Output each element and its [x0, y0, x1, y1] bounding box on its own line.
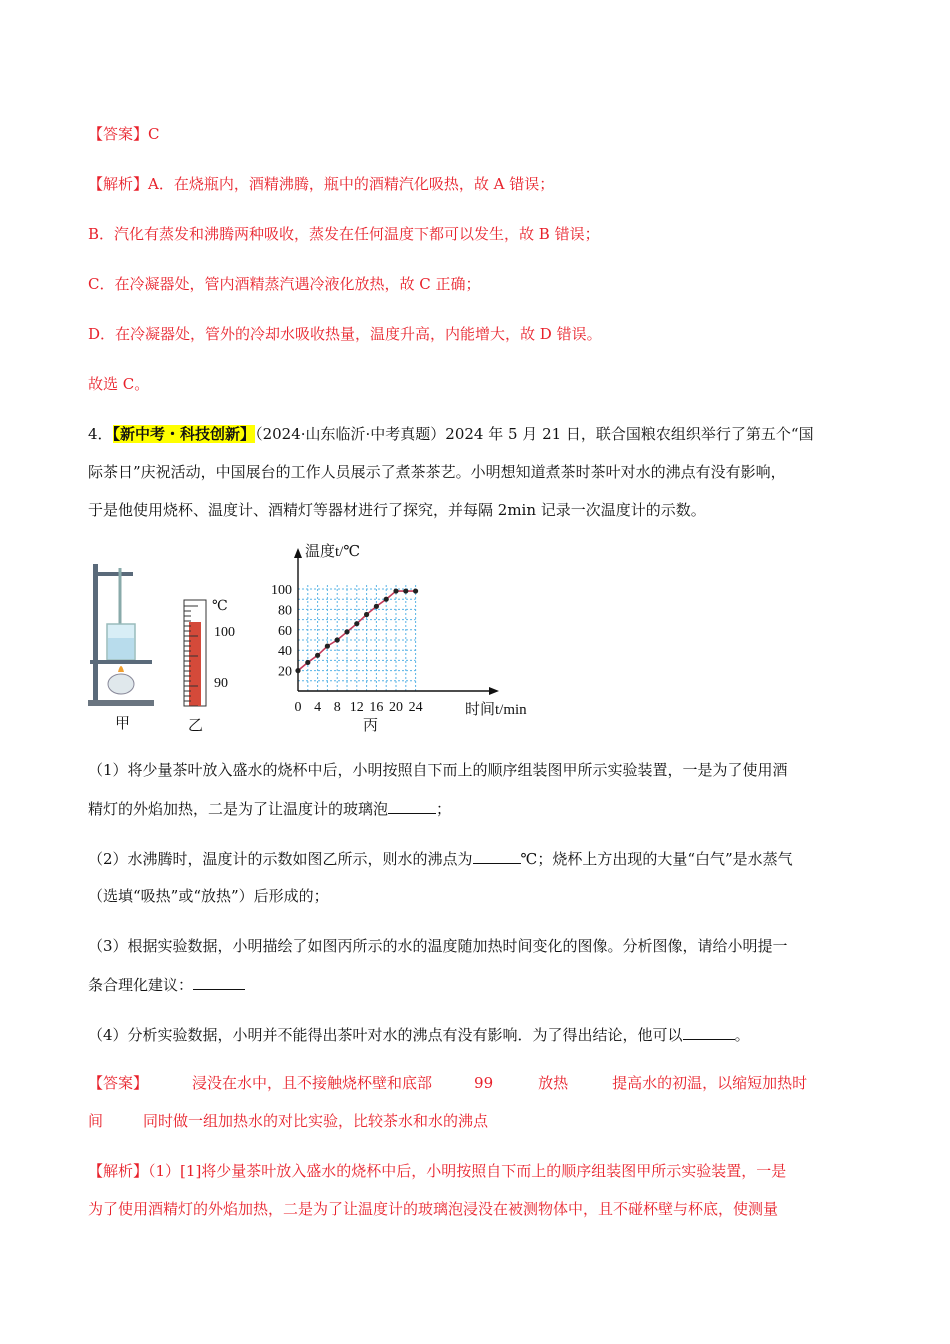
ring-support: [90, 660, 152, 664]
thermometer-unit: ℃: [212, 599, 228, 614]
x-axis-arrow: [489, 687, 499, 695]
y-tick-label: 100: [271, 583, 292, 598]
sub2-line-2: （选填“吸热”或“放热”）后形成的；: [88, 887, 329, 905]
question-tag: 【新中考・科技创新】: [112, 425, 256, 443]
answer-3: 放热: [538, 1074, 569, 1092]
data-point: [413, 588, 418, 593]
q3-answer-line: [88, 124, 160, 144]
data-point: [374, 604, 379, 609]
y-axis-arrow: [294, 548, 302, 558]
x-tick-label: 8: [333, 700, 341, 715]
answer-value: C: [148, 125, 160, 143]
sub3-text: 条合理化建议：: [88, 976, 194, 994]
sub4-text: （4）分析实验数据，小明并不能得出茶叶对水的沸点有没有影响．为了得出结论，他可以: [88, 1026, 683, 1044]
x-tick-label: 0: [294, 700, 302, 715]
answer-5: 同时做一组加热水的对比实验，比较茶水和水的沸点: [143, 1112, 489, 1130]
data-point: [315, 653, 320, 658]
alcohol-lamp: [108, 674, 134, 694]
q4-answer-line-1: [88, 1073, 807, 1093]
q3-analysis-a: [88, 174, 554, 194]
data-point: [295, 668, 300, 673]
analysis-text-1: （1）[1]将少量茶叶放入盛水的烧杯中后，小明按照自下而上的顺序组装图甲所示实验装置，一是: [148, 1162, 787, 1180]
x-tick-label: 4: [314, 700, 322, 715]
data-point: [384, 597, 389, 602]
q3-analysis-c: C．在冷凝器处，管内酒精蒸汽遇冷液化放热，故 C 正确；: [88, 275, 481, 293]
sub2-text-a: （2）水沸腾时，温度计的示数如图乙所示，则水的沸点为: [88, 850, 473, 868]
data-point: [354, 621, 359, 626]
sub1-line-1: （1）将少量茶叶放入盛水的烧杯中后，小明按照自下而上的顺序组装图甲所示实验装置，一是为了使用酒: [88, 761, 788, 779]
flame: [118, 666, 124, 672]
answer-blank-3[interactable]: [193, 974, 245, 990]
y-tick-label: 20: [278, 664, 292, 680]
temperature-time-chart: [255, 540, 545, 735]
answer-2: 99: [474, 1074, 494, 1092]
y-tick-label: 80: [278, 603, 292, 619]
x-tick-label: 16: [369, 700, 384, 715]
q3-analysis-d: D．在冷凝器处，管外的冷却水吸收热量，温度升高，内能增大，故 D 错误。: [88, 325, 602, 343]
stand-base: [88, 700, 154, 706]
thermometer-tick-100: 100: [214, 625, 235, 640]
x-tick-label: 12: [349, 700, 364, 715]
beaker-water: [108, 638, 134, 659]
analysis-label: 【解析】: [88, 1162, 149, 1180]
q4-stem-line-3: 于是他使用烧杯、温度计、酒精灯等器材进行了探究，并每隔 2min 记录一次温度计的示数。: [88, 501, 706, 519]
sub2-line-1: [88, 848, 793, 869]
analysis-a-text: A．在烧瓶内，酒精沸腾，瓶中的酒精汽化吸热，故 A 错误；: [148, 175, 555, 193]
analysis-label: 【解析】: [88, 175, 149, 193]
thermometer-figure: [178, 596, 248, 736]
answer-1: 浸没在水中，且不接触烧杯壁和底部: [192, 1074, 433, 1092]
sub2-text-b: ℃；烧杯上方出现的大量“白气”是水蒸气: [520, 850, 793, 868]
y-tick-label: 40: [278, 644, 292, 660]
q4-answer-line-2: [88, 1111, 488, 1131]
q4-analysis-line-2: 为了使用酒精灯的外焰加热，二是为了让温度计的玻璃泡浸没在被测物体中，且不碰杯壁与杯底，使测量: [88, 1200, 779, 1218]
clamp-arm: [93, 572, 133, 576]
answer-4a: 提高水的初温，以缩短加热时: [612, 1074, 808, 1092]
data-point: [305, 660, 310, 665]
data-point: [325, 644, 330, 649]
answer-label: 【答案】: [88, 125, 149, 143]
q3-analysis-b: B．汽化有蒸发和沸腾两种吸收，蒸发在任何温度下都可以发生，故 B 错误；: [88, 225, 600, 243]
data-point: [364, 612, 369, 617]
stand-rod: [93, 564, 98, 702]
q4-stem-line-2: 际茶日”庆祝活动，中国展台的工作人员展示了煮茶茶艺。小明想知道煮茶时茶叶对水的沸点有没有影响，: [88, 463, 786, 481]
x-tick-label: 24: [408, 700, 423, 715]
sub1-end: ；: [436, 800, 452, 818]
q4-stem-line-1: [88, 424, 814, 444]
answer-blank-2[interactable]: [473, 848, 521, 864]
stem-text-1: （2024·山东临沂·中考真题）2024 年 5 月 21 日，联合国粮农组织举行了第五个“国: [255, 425, 814, 443]
sub4-end: 。: [734, 1026, 750, 1044]
apparatus-figure: [85, 560, 160, 735]
chart-grid: [298, 585, 416, 691]
data-point: [403, 588, 408, 593]
question-number: 4．: [88, 425, 113, 443]
answer-4b: 间: [88, 1112, 104, 1130]
data-point: [393, 588, 398, 593]
figure-label-yi: 乙: [188, 718, 204, 734]
sub1-text: 精灯的外焰加热，二是为了让温度计的玻璃泡: [88, 800, 389, 818]
x-tick-label: 20: [389, 700, 403, 715]
sub1-line-2: [88, 798, 451, 819]
mercury-column: [189, 622, 201, 706]
sub3-line-1: （3）根据实验数据，小明描绘了如图丙所示的水的温度随加热时间变化的图像。分析图像，请给小明提一: [88, 937, 788, 955]
q4-analysis-line-1: [88, 1161, 786, 1181]
thermometer-tick-90: 90: [214, 676, 228, 691]
y-tick-label: 60: [278, 623, 292, 639]
figure-label-jia: 甲: [115, 716, 131, 732]
sub4-line: [88, 1024, 750, 1045]
answer-blank-1[interactable]: [388, 798, 436, 814]
data-point: [335, 637, 340, 642]
y-axis-label: 温度t/℃: [305, 544, 361, 560]
sub3-line-2: [88, 974, 245, 995]
figure-label-bing: 丙: [363, 718, 379, 734]
answer-blank-4[interactable]: [683, 1024, 735, 1040]
x-axis-label: 时间t/min: [465, 702, 527, 718]
answer-label: 【答案】: [88, 1074, 149, 1092]
q3-conclusion: 故选 C。: [88, 375, 150, 393]
data-point: [344, 629, 349, 634]
